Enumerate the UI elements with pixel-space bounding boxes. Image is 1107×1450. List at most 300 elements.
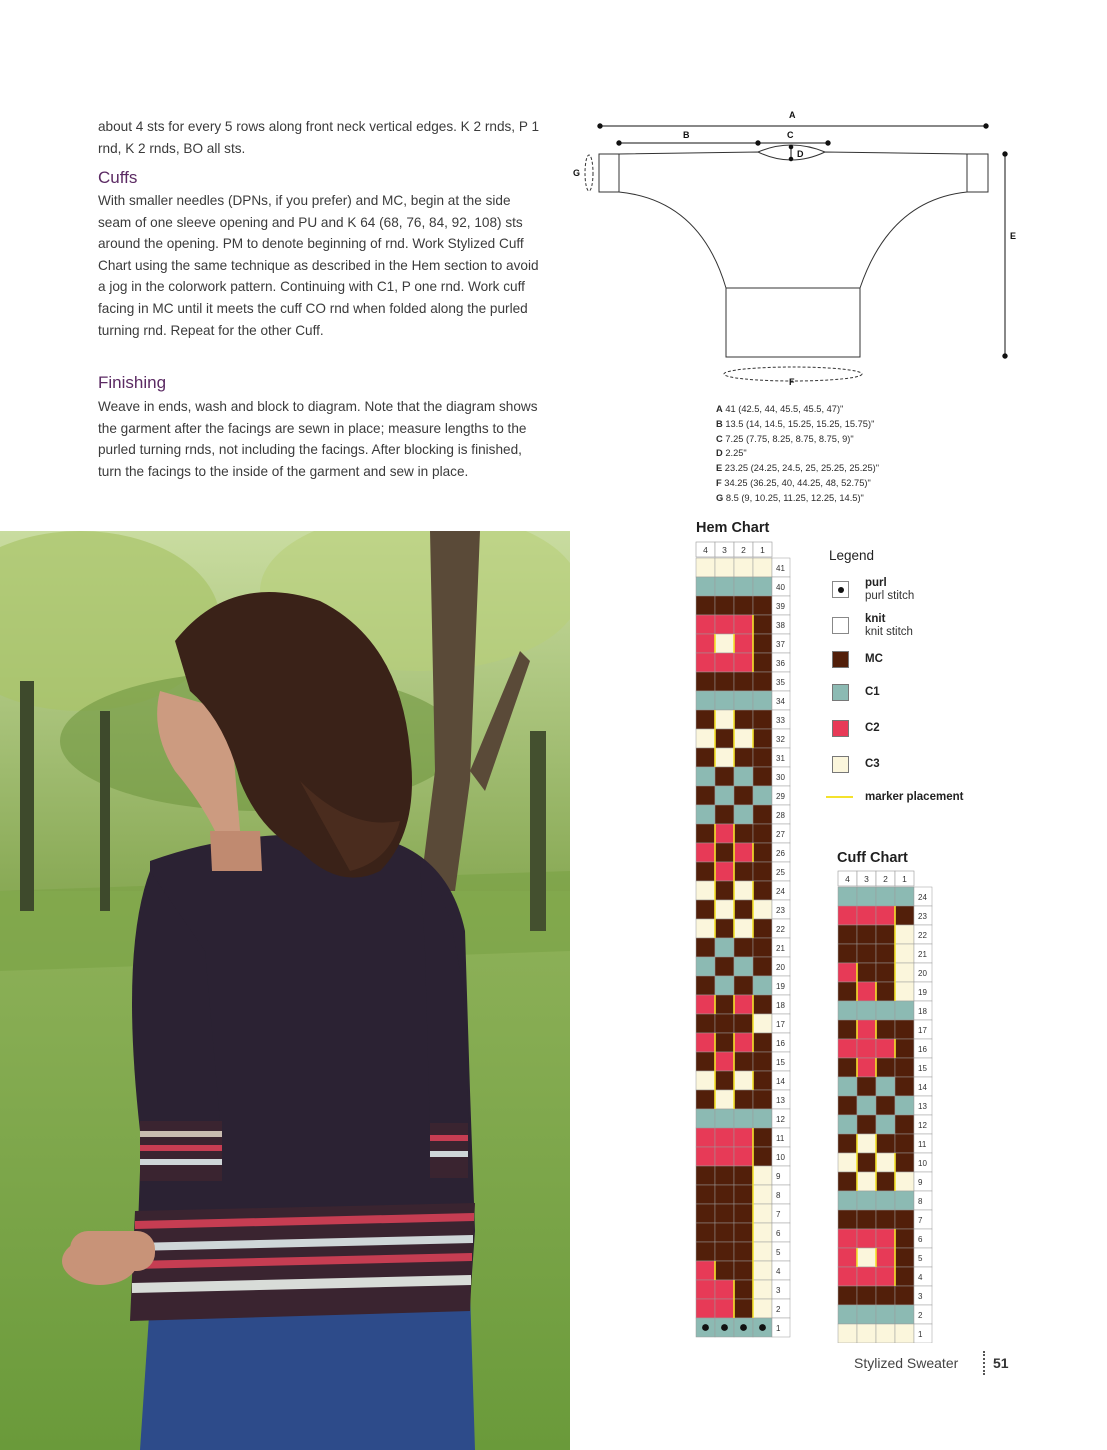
hem-chart-cell	[696, 1242, 715, 1261]
cuff-chart-cell	[838, 1210, 857, 1229]
hem-chart-cell	[715, 1299, 734, 1318]
cuff-chart-cell	[838, 1248, 857, 1267]
hem-chart-cell	[715, 1261, 734, 1280]
measurement-g: G 8.5 (9, 10.25, 11.25, 12.25, 14.5)"	[716, 492, 864, 503]
cuff-chart-cell	[876, 925, 895, 944]
cuff-chart-row-number: 23	[918, 912, 927, 921]
cuff-chart-row-number-cell	[914, 1210, 932, 1229]
hem-chart-cell	[715, 1109, 734, 1128]
hem-chart-cell	[734, 843, 753, 862]
hem-chart-row-number: 30	[776, 773, 785, 782]
cuff-chart-cell	[895, 1096, 914, 1115]
hem-chart-cell	[734, 748, 753, 767]
hem-chart-cell	[715, 786, 734, 805]
legend-title: Legend	[829, 548, 875, 563]
cuff-chart-title: Cuff Chart	[837, 850, 908, 866]
hem-chart-cell	[753, 1299, 772, 1318]
label-g: G	[573, 168, 581, 178]
hem-chart-cell	[753, 615, 772, 634]
cuff-chart-cell	[895, 1172, 914, 1191]
hem-chart-cell	[734, 881, 753, 900]
hem-chart-cell	[753, 900, 772, 919]
hem-chart-cell	[696, 615, 715, 634]
cuff-chart-column-header: 4	[845, 874, 850, 884]
hem-chart-row-number: 28	[776, 811, 785, 820]
hem-chart-cell	[696, 596, 715, 615]
hem-chart-cell	[696, 767, 715, 786]
cuff-chart-cell	[857, 963, 876, 982]
cuff-chart	[836, 869, 936, 1343]
cuff-chart-row-number: 19	[918, 988, 927, 997]
hem-chart-cell	[715, 577, 734, 596]
label-d: D	[797, 149, 804, 159]
hem-chart-row-number: 14	[776, 1077, 785, 1086]
hem-chart-cell	[753, 1071, 772, 1090]
hem-chart-cell	[696, 957, 715, 976]
cuff-chart-cell	[857, 1172, 876, 1191]
cuff-chart-cell	[838, 1115, 857, 1134]
hem-chart-cell	[734, 634, 753, 653]
hem-chart-cell	[715, 1052, 734, 1071]
hem-chart-cell	[753, 995, 772, 1014]
hem-chart-purl-dot	[702, 1324, 709, 1331]
hem-chart-cell	[753, 634, 772, 653]
hem-chart-cell	[734, 767, 753, 786]
hem-chart-cell	[715, 938, 734, 957]
hem-chart-cell	[715, 672, 734, 691]
hem-chart-cell	[734, 919, 753, 938]
cuff-chart-cell	[838, 1286, 857, 1305]
hem-chart-row-number: 21	[776, 944, 785, 953]
cuff-chart-row-number: 20	[918, 969, 927, 978]
hem-chart-row-number: 24	[776, 887, 785, 896]
cuff-chart-row-number-cell	[914, 1191, 932, 1210]
hem-chart-cell	[715, 1185, 734, 1204]
cuff-chart-cell	[857, 1248, 876, 1267]
hem-chart-row-number: 26	[776, 849, 785, 858]
cuff-chart-cell	[838, 1058, 857, 1077]
hem-chart-cell	[753, 1128, 772, 1147]
purl-swatch	[832, 581, 849, 598]
cuff-chart-cell	[876, 1020, 895, 1039]
hem-chart-row-number: 38	[776, 621, 785, 630]
cuff-chart-cell	[838, 1229, 857, 1248]
c3-swatch	[832, 756, 849, 773]
hem-chart-row-number: 29	[776, 792, 785, 801]
hem-chart-cell	[753, 1242, 772, 1261]
hem-chart-cell	[715, 881, 734, 900]
hem-chart-cell	[696, 1052, 715, 1071]
hem-chart-cell	[753, 1014, 772, 1033]
hem-chart-cell	[715, 634, 734, 653]
hem-chart-row-number: 41	[776, 564, 785, 573]
hem-chart-row-number: 18	[776, 1001, 785, 1010]
hem-chart-row-number: 15	[776, 1058, 785, 1067]
cuff-chart-cell	[838, 1039, 857, 1058]
hem-chart-cell	[696, 1147, 715, 1166]
hem-chart-cell	[734, 1166, 753, 1185]
hem-chart-cell	[696, 995, 715, 1014]
hem-chart-cell	[753, 1223, 772, 1242]
cuff-chart-cell	[895, 1020, 914, 1039]
hem-chart-cell	[753, 957, 772, 976]
cuff-chart-cell	[895, 925, 914, 944]
hem-chart-cell	[696, 558, 715, 577]
hem-chart-column-header: 1	[760, 545, 765, 555]
hem-chart-row-number: 19	[776, 982, 785, 991]
hem-chart-purl-dot	[740, 1324, 747, 1331]
cuff-chart-cell	[895, 906, 914, 925]
hem-chart-cell	[734, 596, 753, 615]
hem-chart-row-number-cell	[772, 1166, 790, 1185]
finishing-paragraph: Weave in ends, wash and block to diagram. Note that the diagram shows the garment after the facings are sewn in place; measure lengths to the purled turning rnds, not including the facings. After blocking is finished, turn the facings to the inside of the garment and sew in place.	[98, 399, 538, 479]
cuff-chart-cell	[876, 944, 895, 963]
cuff-chart-cell	[857, 1191, 876, 1210]
footer-title: Stylized Sweater	[854, 1355, 959, 1371]
label-a: A	[789, 110, 796, 120]
cuff-chart-cell	[838, 1305, 857, 1324]
cuff-chart-column-header: 1	[902, 874, 907, 884]
hem-chart-title: Hem Chart	[696, 520, 770, 536]
hem-chart-cell	[753, 748, 772, 767]
cuff-chart-cell	[857, 1115, 876, 1134]
cuff-chart-cell	[895, 1286, 914, 1305]
hem-chart-cell	[753, 862, 772, 881]
hem-chart-cell	[715, 957, 734, 976]
hem-chart-cell	[753, 976, 772, 995]
hem-chart-row-number: 23	[776, 906, 785, 915]
cuff-chart-cell	[857, 1210, 876, 1229]
hem-chart-purl-dot	[721, 1324, 728, 1331]
cuff-chart-row-number: 2	[918, 1311, 923, 1320]
hem-chart-cell	[715, 805, 734, 824]
cuff-chart-cell	[838, 1134, 857, 1153]
cuff-chart-row-number: 15	[918, 1064, 927, 1073]
cuff-chart-row-number: 6	[918, 1235, 923, 1244]
cuff-chart-cell	[857, 1077, 876, 1096]
hem-chart-cell	[696, 786, 715, 805]
cuff-chart-cell	[895, 944, 914, 963]
cuff-chart-cell	[857, 1286, 876, 1305]
hem-chart-row-number: 22	[776, 925, 785, 934]
hem-chart-cell	[734, 786, 753, 805]
cuff-chart-cell	[895, 1191, 914, 1210]
hem-chart-row-number-cell	[772, 1261, 790, 1280]
hem-chart-cell	[696, 862, 715, 881]
hem-chart-cell	[696, 1223, 715, 1242]
cuff-chart-row-number: 24	[918, 893, 927, 902]
hem-chart-cell	[734, 957, 753, 976]
marker-line-swatch	[826, 796, 853, 798]
hem-chart-cell	[696, 1280, 715, 1299]
hem-chart-cell	[715, 748, 734, 767]
cuff-chart-row-number-cell	[914, 1172, 932, 1191]
cuff-chart-column-header: 3	[864, 874, 869, 884]
hem-chart-row-number-cell	[772, 1299, 790, 1318]
hem-chart-row-number: 13	[776, 1096, 785, 1105]
hem-chart-row-number: 34	[776, 697, 785, 706]
c1-swatch	[832, 684, 849, 701]
cuff-chart-cell	[857, 906, 876, 925]
label-e: E	[1010, 231, 1017, 241]
cuff-chart-cell	[838, 1267, 857, 1286]
hem-chart-cell	[734, 1090, 753, 1109]
hem-chart-row-number: 20	[776, 963, 785, 972]
hem-chart-cell	[696, 1299, 715, 1318]
cuff-chart-cell	[876, 1305, 895, 1324]
hem-chart-row-number: 31	[776, 754, 785, 763]
cuff-chart-cell	[895, 1077, 914, 1096]
cuff-chart-cell	[895, 1229, 914, 1248]
cuff-chart-cell	[876, 1153, 895, 1172]
cuff-chart-row-number: 9	[918, 1178, 923, 1187]
cuff-chart-row-number-cell	[914, 1267, 932, 1286]
hem-chart-row-number: 4	[776, 1267, 781, 1276]
hem-chart-cell	[734, 1242, 753, 1261]
hem-chart-cell	[715, 995, 734, 1014]
hem-chart-cell	[715, 558, 734, 577]
hem-chart-cell	[734, 1280, 753, 1299]
hem-chart-row-number: 8	[776, 1191, 781, 1200]
hem-chart-cell	[715, 976, 734, 995]
hem-chart-row-number-cell	[772, 1318, 790, 1337]
hem-chart-row-number: 9	[776, 1172, 781, 1181]
hem-chart-cell	[696, 900, 715, 919]
cuff-chart-cell	[876, 1058, 895, 1077]
cuff-chart-row-number-cell	[914, 1229, 932, 1248]
hem-chart-cell	[715, 767, 734, 786]
hem-chart-cell	[715, 729, 734, 748]
cuff-chart-cell	[876, 1039, 895, 1058]
measurement-f: F 34.25 (36.25, 40, 44.25, 48, 52.75)"	[716, 477, 871, 488]
cuff-chart-cell	[876, 887, 895, 906]
cuff-chart-cell	[876, 982, 895, 1001]
hem-chart-cell	[696, 691, 715, 710]
cuff-chart-row-number: 1	[918, 1330, 923, 1339]
hem-chart-cell	[753, 1185, 772, 1204]
cuff-chart-cell	[895, 982, 914, 1001]
hem-chart-cell	[734, 1128, 753, 1147]
cuff-chart-column-header: 2	[883, 874, 888, 884]
hem-chart-cell	[734, 729, 753, 748]
hem-chart-cell	[715, 919, 734, 938]
measurement-d: D 2.25"	[716, 448, 747, 459]
hem-chart-cell	[696, 1166, 715, 1185]
hem-chart-cell	[696, 1261, 715, 1280]
cuff-chart-cell	[895, 1324, 914, 1343]
hem-chart-cell	[734, 615, 753, 634]
hem-chart-cell	[753, 596, 772, 615]
hem-chart-cell	[696, 1185, 715, 1204]
hem-chart-row-number: 27	[776, 830, 785, 839]
hem-chart-cell	[696, 824, 715, 843]
hem-chart-cell	[715, 1147, 734, 1166]
hem-chart-column-header: 4	[703, 545, 708, 555]
hem-chart-cell	[753, 1052, 772, 1071]
hem-chart-row-number-cell	[772, 1204, 790, 1223]
hem-chart-cell	[734, 1185, 753, 1204]
hem-chart-cell	[753, 1261, 772, 1280]
hem-chart-row-number: 1	[776, 1324, 781, 1333]
model-photo	[0, 531, 570, 1450]
hem-chart-cell	[753, 691, 772, 710]
measurement-c: C 7.25 (7.75, 8.25, 8.75, 8.75, 9)"	[716, 433, 854, 444]
hem-chart-cell	[734, 710, 753, 729]
hem-chart-cell	[734, 1071, 753, 1090]
hem-chart-row-number: 35	[776, 678, 785, 687]
hem-chart-row-number-cell	[772, 1242, 790, 1261]
cuffs-paragraph: With smaller needles (DPNs, if you prefer) and MC, begin at the side seam of one sleeve opening and PU and K 64 (68, 76, 84, 92, 108) sts around the opening. PM to denote beginning of rnd. Work Stylized Cuff Chart using the same technique as described in the Hem section to avoid a jog in the colorwork pattern. Continuing with C1, P one rnd. Work cuff facing in MC until it meets the cuff CO rnd when folded along the purled turning rnd. Repeat for the other Cuff.	[98, 193, 539, 338]
hem-chart-cell	[696, 748, 715, 767]
cuff-chart-cell	[838, 944, 857, 963]
measurement-e: E 23.25 (24.25, 24.5, 25, 25.25, 25.25)"	[716, 463, 880, 474]
hem-chart-cell	[734, 691, 753, 710]
hem-chart-cell	[734, 1204, 753, 1223]
hem-chart-row-number: 7	[776, 1210, 781, 1219]
cuff-chart-row-number-cell	[914, 1248, 932, 1267]
cuff-chart-cell	[857, 1096, 876, 1115]
hem-chart-cell	[753, 577, 772, 596]
cuff-chart-cell	[838, 925, 857, 944]
cuff-chart-cell	[838, 1324, 857, 1343]
hem-chart-cell	[734, 577, 753, 596]
hem-chart-cell	[753, 558, 772, 577]
hem-chart-column-header: 2	[741, 545, 746, 555]
hem-chart-cell	[696, 672, 715, 691]
hem-chart-cell	[715, 843, 734, 862]
hem-chart-cell	[696, 577, 715, 596]
cuff-chart-cell	[838, 1096, 857, 1115]
hem-chart-cell	[753, 919, 772, 938]
hem-chart-cell	[753, 881, 772, 900]
hem-chart-cell	[715, 1014, 734, 1033]
hem-chart-cell	[753, 824, 772, 843]
hem-chart-cell	[696, 805, 715, 824]
label-f: F	[789, 377, 795, 387]
cuff-chart-cell	[895, 887, 914, 906]
cuff-chart-row-number-cell	[914, 1286, 932, 1305]
cuff-chart-cell	[895, 1210, 914, 1229]
hem-chart-cell	[715, 862, 734, 881]
cuff-chart-cell	[838, 1172, 857, 1191]
measurement-b: B 13.5 (14, 14.5, 15.25, 15.25, 15.75)"	[716, 418, 875, 429]
cuff-chart-cell	[895, 963, 914, 982]
hem-chart-row-number: 40	[776, 583, 785, 592]
hem-chart-cell	[753, 1147, 772, 1166]
hem-chart-row-number: 17	[776, 1020, 785, 1029]
hem-chart-cell	[753, 805, 772, 824]
cuff-chart-row-number: 8	[918, 1197, 923, 1206]
cuff-chart-cell	[857, 887, 876, 906]
hem-chart-row-number: 16	[776, 1039, 785, 1048]
hem-chart-cell	[753, 1280, 772, 1299]
cuff-chart-cell	[876, 1286, 895, 1305]
cuff-chart-cell	[895, 1001, 914, 1020]
hem-chart-cell	[696, 1109, 715, 1128]
cuff-chart-cell	[838, 1191, 857, 1210]
hem-chart	[694, 540, 794, 1340]
label-b: B	[683, 130, 690, 140]
cuff-chart-cell	[857, 1305, 876, 1324]
hem-chart-cell	[734, 995, 753, 1014]
cuff-chart-cell	[876, 1324, 895, 1343]
hem-chart-cell	[715, 710, 734, 729]
hem-chart-cell	[715, 1204, 734, 1223]
hem-chart-cell	[734, 1299, 753, 1318]
cuff-chart-cell	[857, 1134, 876, 1153]
hem-chart-cell	[696, 919, 715, 938]
hem-chart-cell	[715, 824, 734, 843]
cuff-chart-cell	[857, 925, 876, 944]
hem-chart-row-number: 32	[776, 735, 785, 744]
cuff-chart-row-number: 18	[918, 1007, 927, 1016]
cuff-chart-cell	[838, 887, 857, 906]
cuff-chart-cell	[857, 1058, 876, 1077]
cuff-chart-cell	[838, 906, 857, 925]
hem-chart-cell	[734, 1223, 753, 1242]
cuff-chart-row-number: 4	[918, 1273, 923, 1282]
hem-chart-cell	[696, 1033, 715, 1052]
cuff-chart-row-number: 13	[918, 1102, 927, 1111]
hem-chart-row-number: 11	[776, 1134, 785, 1143]
hem-chart-cell	[734, 1147, 753, 1166]
cuff-chart-cell	[857, 1039, 876, 1058]
mc-swatch	[832, 651, 849, 668]
hem-chart-row-number: 3	[776, 1286, 781, 1295]
hem-chart-cell	[696, 729, 715, 748]
cuff-chart-cell	[895, 1134, 914, 1153]
cuff-chart-row-number: 7	[918, 1216, 923, 1225]
hem-chart-cell	[715, 1223, 734, 1242]
cuff-chart-row-number: 14	[918, 1083, 927, 1092]
cuff-chart-row-number: 12	[918, 1121, 927, 1130]
cuff-chart-cell	[838, 1001, 857, 1020]
hem-chart-row-number-cell	[772, 1280, 790, 1299]
hem-chart-cell	[696, 1090, 715, 1109]
cuff-chart-cell	[857, 982, 876, 1001]
hem-chart-cell	[753, 1109, 772, 1128]
hem-chart-cell	[715, 1071, 734, 1090]
hem-chart-cell	[734, 900, 753, 919]
cuff-chart-cell	[838, 963, 857, 982]
cuff-chart-row-number: 5	[918, 1254, 923, 1263]
hem-chart-cell	[696, 938, 715, 957]
intro-paragraph: about 4 sts for every 5 rows along front neck vertical edges. K 2 rnds, P 1 rnd, K 2 rnds, BO all sts.	[98, 119, 540, 156]
hem-chart-cell	[715, 653, 734, 672]
cuff-chart-row-number: 21	[918, 950, 927, 959]
cuff-chart-cell	[857, 1020, 876, 1039]
hem-chart-row-number: 39	[776, 602, 785, 611]
hem-chart-cell	[734, 805, 753, 824]
hem-chart-cell	[696, 843, 715, 862]
hem-chart-cell	[734, 1014, 753, 1033]
cuff-chart-cell	[857, 1001, 876, 1020]
hem-chart-cell	[734, 1052, 753, 1071]
cuff-chart-cell	[876, 1134, 895, 1153]
cuffs-heading: Cuffs	[98, 168, 138, 187]
hem-chart-cell	[696, 976, 715, 995]
hem-chart-cell	[715, 1090, 734, 1109]
cuff-chart-cell	[857, 1229, 876, 1248]
hem-chart-cell	[696, 634, 715, 653]
hem-chart-purl-dot	[759, 1324, 766, 1331]
hem-chart-cell	[734, 976, 753, 995]
hem-chart-cell	[715, 1242, 734, 1261]
knit-swatch	[832, 617, 849, 634]
hem-chart-cell	[753, 1090, 772, 1109]
hem-chart-cell	[734, 558, 753, 577]
hem-chart-cell	[753, 653, 772, 672]
